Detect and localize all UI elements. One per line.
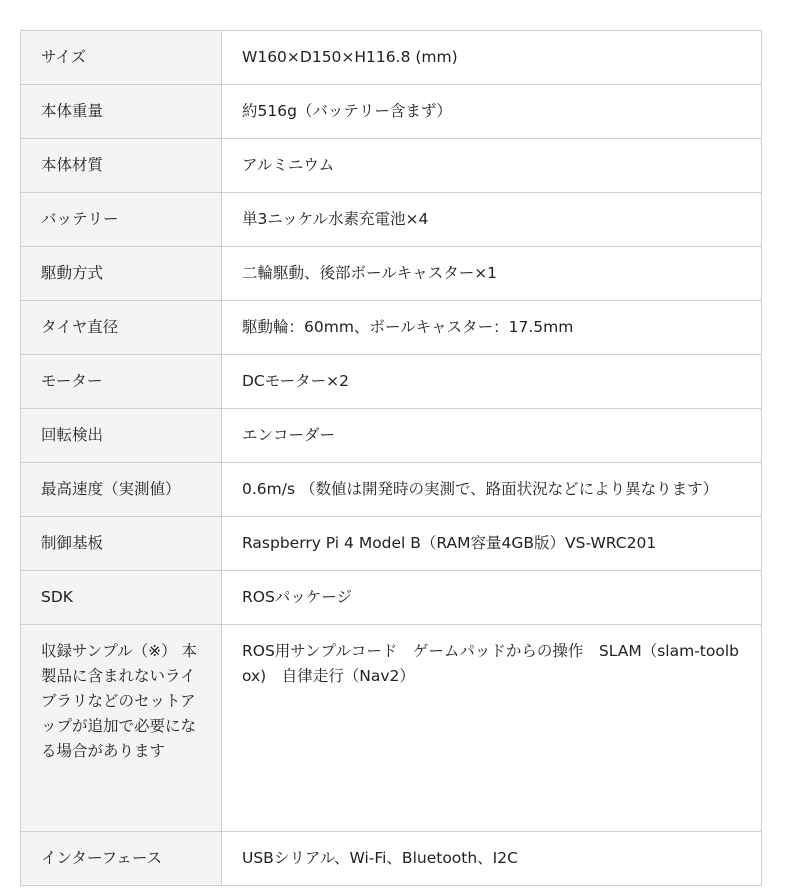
spec-value: ROS用サンプルコード ゲームパッドからの操作 SLAM（slam-toolbox) 自律走行（Nav2） [222,625,762,832]
spec-row-sdk [21,571,762,625]
spec-row-weight [21,85,762,139]
spec-row-board [21,517,762,571]
spec-row-rotation [21,409,762,463]
spec-label: 本体材質 [21,139,222,193]
spec-row-samples [21,625,762,832]
spec-row-material [21,139,762,193]
spec-row-tire [21,301,762,355]
spec-label: 駆動方式 [21,247,222,301]
spec-row-speed [21,463,762,517]
spec-label: 本体重量 [21,85,222,139]
spec-row-drive [21,247,762,301]
spec-value: 約516g（バッテリー含まず） [222,85,762,139]
spec-value: Raspberry Pi 4 Model B（RAM容量4GB版）VS-WRC201 [222,517,762,571]
spec-label: 最高速度（実測値） [21,463,222,517]
spec-label: インターフェース [21,832,222,886]
spec-label: タイヤ直径 [21,301,222,355]
spec-value: 駆動輪：60mm、ボールキャスター：17.5mm [222,301,762,355]
spec-label: SDK [21,571,222,625]
spec-value: エンコーダー [222,409,762,463]
spec-value: 0.6m/s （数値は開発時の実測で、路面状況などにより異なります） [222,463,762,517]
spec-value: アルミニウム [222,139,762,193]
spec-value: USBシリアル、Wi-Fi、Bluetooth、I2C [222,832,762,886]
spec-label: 回転検出 [21,409,222,463]
spec-row-battery [21,193,762,247]
spec-row-interface [21,832,762,886]
spec-row-motor [21,355,762,409]
spec-label: バッテリー [21,193,222,247]
spec-value: 二輪駆動、後部ボールキャスター×1 [222,247,762,301]
spec-label: 制御基板 [21,517,222,571]
spec-value: DCモーター×2 [222,355,762,409]
spec-label: モーター [21,355,222,409]
spec-label: サイズ [21,31,222,85]
spec-value: 単3ニッケル水素充電池×4 [222,193,762,247]
spec-label: 収録サンプル（※） 本製品に含まれないライブラリなどのセットアップが追加で必要になる場合があります [21,625,222,832]
spec-table [20,30,762,886]
spec-value: W160×D150×H116.8 (mm) [222,31,762,85]
spec-row-size [21,31,762,85]
spec-value: ROSパッケージ [222,571,762,625]
